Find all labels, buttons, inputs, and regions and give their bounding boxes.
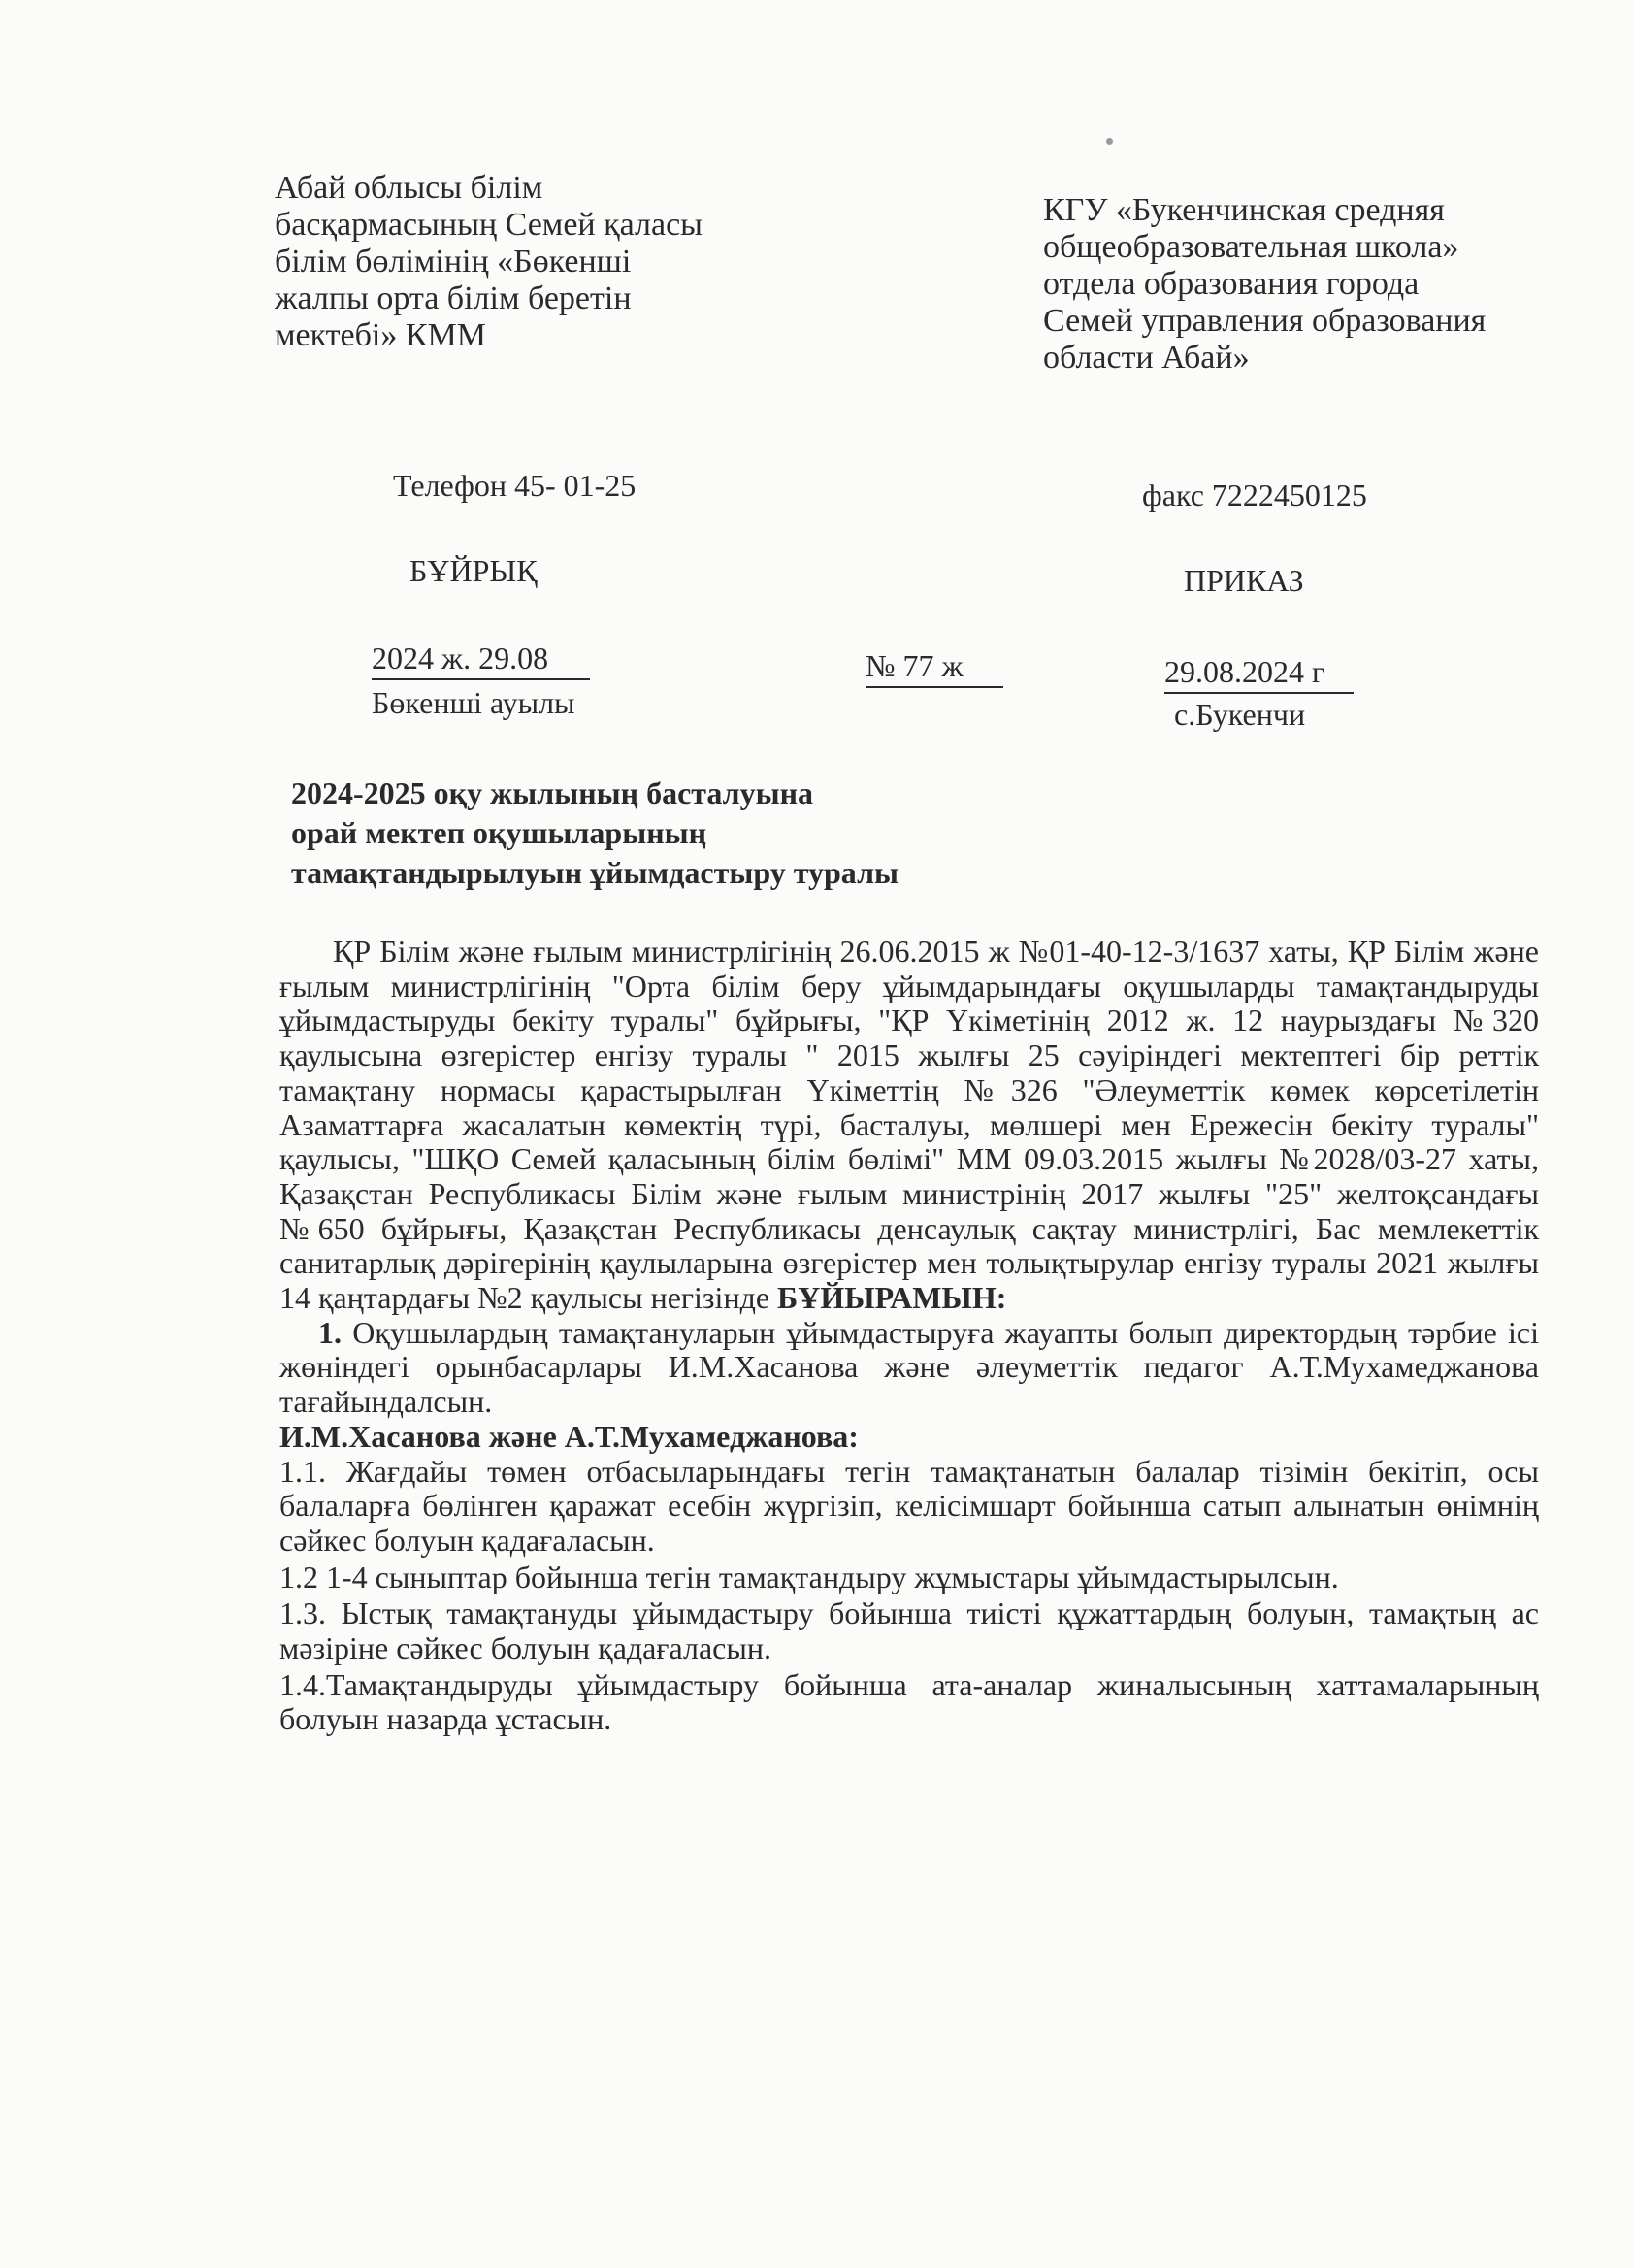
- header-left-line: жалпы орта білім беретін: [275, 280, 632, 316]
- header-right-line: области Абай»: [1043, 340, 1250, 376]
- header-left-org: [275, 170, 818, 354]
- header-right-line: КГУ «Букенчинская средняя: [1043, 192, 1445, 228]
- order-date-ru: 29.08.2024 г: [1164, 654, 1354, 694]
- intro-paragraph: [279, 935, 1539, 1316]
- header-left-line: басқармасының Семей қаласы: [275, 207, 703, 243]
- place-ru: с.Букенчи: [1174, 697, 1306, 732]
- header-right-org: [1043, 192, 1586, 377]
- title-line: тамақтандырылуын ұйымдастыру туралы: [291, 855, 899, 890]
- order-number: № 77 ж: [866, 648, 1003, 688]
- scan-speck: [1106, 138, 1113, 145]
- order-label-kz: БҰЙРЫҚ: [409, 553, 538, 588]
- order-date-kz: 2024 ж. 29.08: [372, 641, 590, 680]
- order-body: [279, 935, 1539, 1737]
- responsible-persons: И.М.Хасанова және А.Т.Мухамеджанова:: [279, 1418, 859, 1454]
- title-line: 2024-2025 оқу жылының басталуына: [291, 775, 814, 810]
- item-1-number: 1.: [318, 1314, 342, 1350]
- header-left-line: Абай облысы білім: [275, 170, 543, 206]
- header-right-line: отдела образования города: [1043, 266, 1420, 302]
- item-1-1: 1.1. Жағдайы төмен отбасыларындағы тегін тамақтанатын балалар тізімін бекітіп, осы балаларға бөлінген қаражат есебін жүргізіп, келісімшарт бойынша сатып алынатын өнімнің сәйкес болуын қадағаласын.: [279, 1453, 1539, 1558]
- header-left-line: білім бөлімінің «Бөкенші: [275, 244, 632, 279]
- header-left-line: мектебі» КММ: [275, 317, 487, 353]
- header-right-line: Семей управления образования: [1043, 303, 1487, 339]
- item-1-3: 1.3. Ыстық тамақтануды ұйымдастыру бойынша тиісті құжаттардың болуын, тамақтың ас мәзіріне сәйкес болуын қадағаласын.: [279, 1595, 1539, 1666]
- order-title: [291, 773, 1164, 893]
- item-1: [279, 1316, 1539, 1420]
- intro-text: ҚР Білім және ғылым министрлігінің 26.06.2015 ж №01-40-12-3/1637 хаты, ҚР Білім және ғылым министрлігінің "Орта білім беру ұйымдарындағы оқушыларды тамақтандыруды ұйымдастыруды бекіту туралы" бұйрығы, "ҚР Үкіметінің 2012 ж. 12 наурыздағы №320 қаулысына өзгерістер енгізу туралы " 2015 жылғы 25 сәуіріндегі мектептегі бір реттік тамақтану нормасы қарастырылған Үкіметтің №326 "Әлеуметтік көмек көрсетілетін Азаматтарға жасалатын көмектің түрі, басталуы, мөлшері мен Ережесін бекіту туралы" қаулысы, "ШҚО Семей қаласының білім бөлімі" ММ 09.03.2015 жылғы №2028/03-27 хаты, Қазақстан Республикасы Білім және ғылым министрінің 2017 жылғы "25" желтоқсандағы №650 бұйрығы, Қазақстан Республикасы денсаулық сақтау министрлігі, Бас мемлекеттік санитарлық дәрігерінің қаулыларына өзгерістер мен толықтырулар енгізу туралы 2021 жылғы 14 қаңтардағы №2 қаулысы негізінде: [279, 934, 1539, 1316]
- fax-number: факс 7222450125: [1142, 477, 1367, 512]
- place-kz: Бөкенші ауылы: [372, 685, 575, 720]
- header-right-line: общеобразовательная школа»: [1043, 229, 1459, 265]
- item-1-2: 1.2 1-4 сыныптар бойынша тегін тамақтандыру жұмыстары ұйымдастырылсын.: [279, 1559, 1339, 1594]
- title-line: орай мектеп оқушыларының: [291, 815, 707, 850]
- item-1-text: Оқушылардың тамақтануларын ұйымдастыруға жауапты болып директордың тәрбие ісі жөніндегі орынбасарлары И.М.Хасанова және әлеуметтік педагог А.Т.Мухамеджанова тағайындалсын.: [279, 1314, 1540, 1420]
- phone-number: Телефон 45- 01-25: [393, 468, 637, 503]
- order-label-ru: ПРИКАЗ: [1184, 563, 1304, 598]
- item-1-4: 1.4.Тамақтандыруды ұйымдастыру бойынша ата-аналар жиналысының хаттамаларының болуын назарда ұстасын.: [279, 1666, 1539, 1737]
- order-directive: БҰЙЫРАМЫН:: [777, 1280, 1007, 1316]
